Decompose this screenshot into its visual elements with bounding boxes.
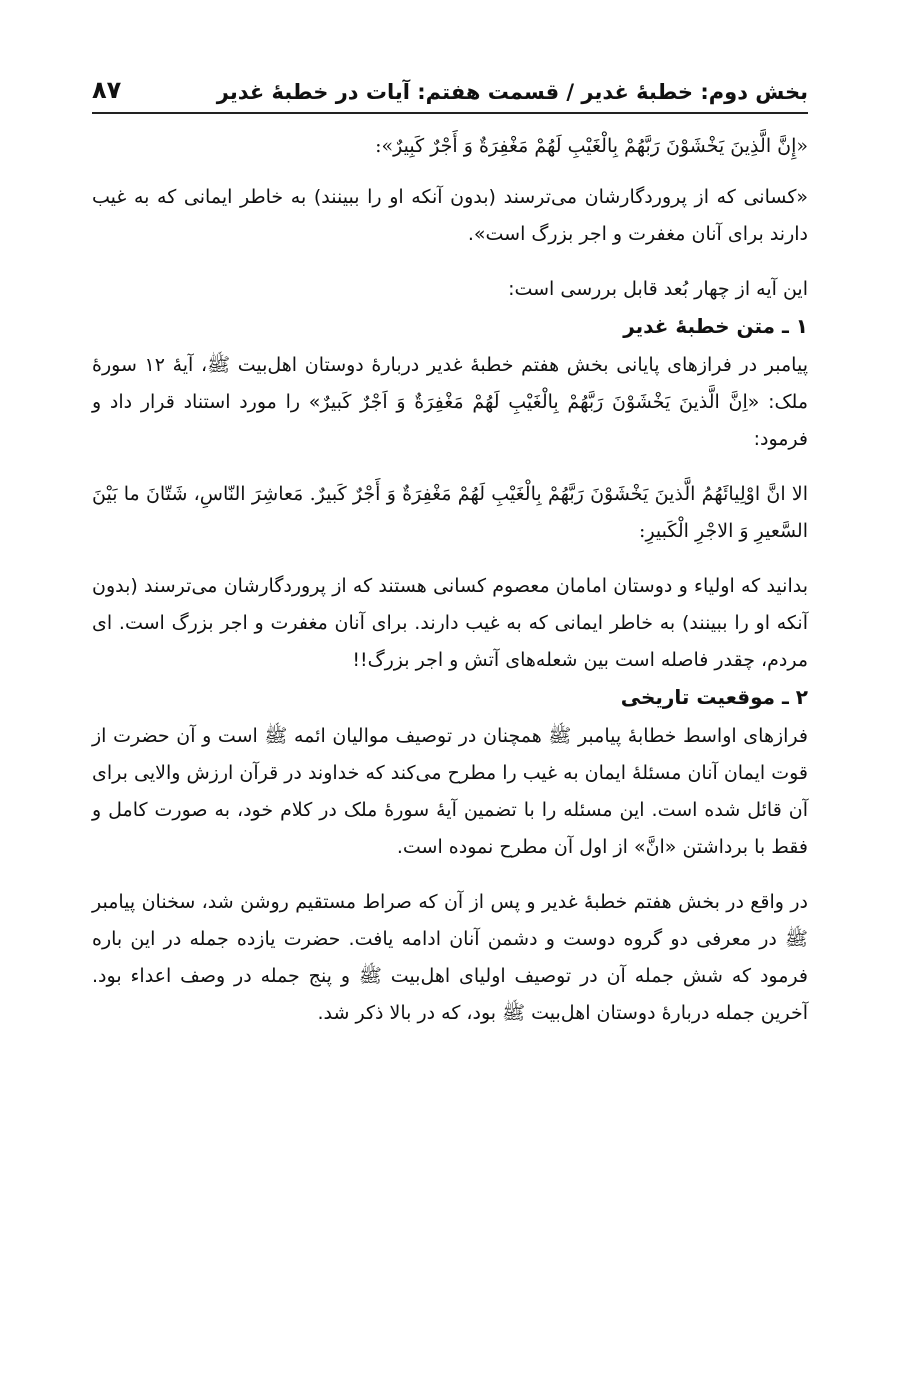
page-content [92, 128, 808, 1032]
running-title: بخش دوم: خطبهٔ غدیر / قسمت هفتم: آیات در خطبهٔ غدیر [216, 80, 808, 104]
intro-paragraph: این آیه از چهار بُعد قابل بررسی است: [508, 278, 808, 300]
section-heading-1: ۱ ـ متن خطبهٔ غدیر [623, 314, 808, 338]
paragraph-conclusion: در واقع در بخش هفتم خطبهٔ غدیر و پس از آن که صراط مستقیم روشن شد، سخنان پیامبر ﷺ در معرفی دو گروه دوست و دشمن آنان ادامه یافت. حضرت یازده جمله در این باره فرمود که شش جمله آن در توصیف اولیای اهل‌بیت ﷺ و پنج جمله در وصف اعداء بود. آخرین جمله دربارهٔ دوستان اهل‌بیت ﷺ بود، که در بالا ذکر شد. [92, 891, 808, 1024]
quran-verse: «إِنَّ الَّذِينَ يَخْشَوْنَ رَبَّهُمْ بِالْغَيْبِ لَهُمْ مَغْفِرَةٌ وَ أَجْرٌ كَبِيرٌ»: [375, 135, 808, 157]
page-header [92, 64, 808, 114]
sermon-quote: الا انَّ اوْلِيائَهُمُ الَّذينَ يَخْشَوْنَ رَبَّهُمْ بِالْغَيْبِ لَهُمْ مَغْفِرَةٌ وَ أَجْرٌ كَبيرٌ. مَعاشِرَ النّاسِ، شَتّانَ ما بَيْنَ السَّعيرِ وَ الاجْرِ الْكَبيرِ: [92, 483, 808, 542]
paragraph-historical-context: فرازهای اواسط خطابهٔ پیامبر ﷺ همچنان در توصیف موالیان ائمه ﷺ است و آن حضرت از قوت ایمان آنان مسئلهٔ ایمان به غیب را مطرح می‌کند که خداوند در قرآن ارزش والایی برای آن قائل شده است. این مسئله را با تضمین آیهٔ سورهٔ ملک در کلام خود، به صورت کامل و فقط با برداشتن «انَّ» از اول آن مطرح نموده است. [92, 725, 808, 858]
quote-translation: بدانید که اولیاء و دوستان امامان معصوم کسانی هستند که از پروردگارشان می‌ترسند (بدون آنکه او را ببینند) به خاطر ایمانی که به غیب دارند. برای آنان مغفرت و اجر بزرگ است. ای مردم، چقدر فاصله است بین شعله‌های آتش و اجر بزرگ!! [92, 575, 808, 671]
verse-translation: «کسانی که از پروردگارشان می‌ترسند (بدون آنکه او را ببینند) به خاطر ایمانی که به غیب دارند برای آنان مغفرت و اجر بزرگ است». [92, 186, 808, 245]
paragraph-sermon-text: پیامبر در فرازهای پایانی بخش هفتم خطبهٔ غدیر دربارهٔ دوستان اهل‌بیت ﷺ، آیهٔ ۱۲ سورهٔ ملک: «اِنَّ الَّذينَ يَخْشَوْنَ رَبَّهُمْ بِالْغَيْبِ لَهُمْ مَغْفِرَةٌ وَ اَجْرٌ كَبيرٌ» را مورد استناد قرار داد و فرمود: [92, 354, 808, 450]
section-heading-2: ۲ ـ موقعیت تاریخی [620, 685, 808, 709]
page-number: ۸۷ [92, 76, 122, 104]
